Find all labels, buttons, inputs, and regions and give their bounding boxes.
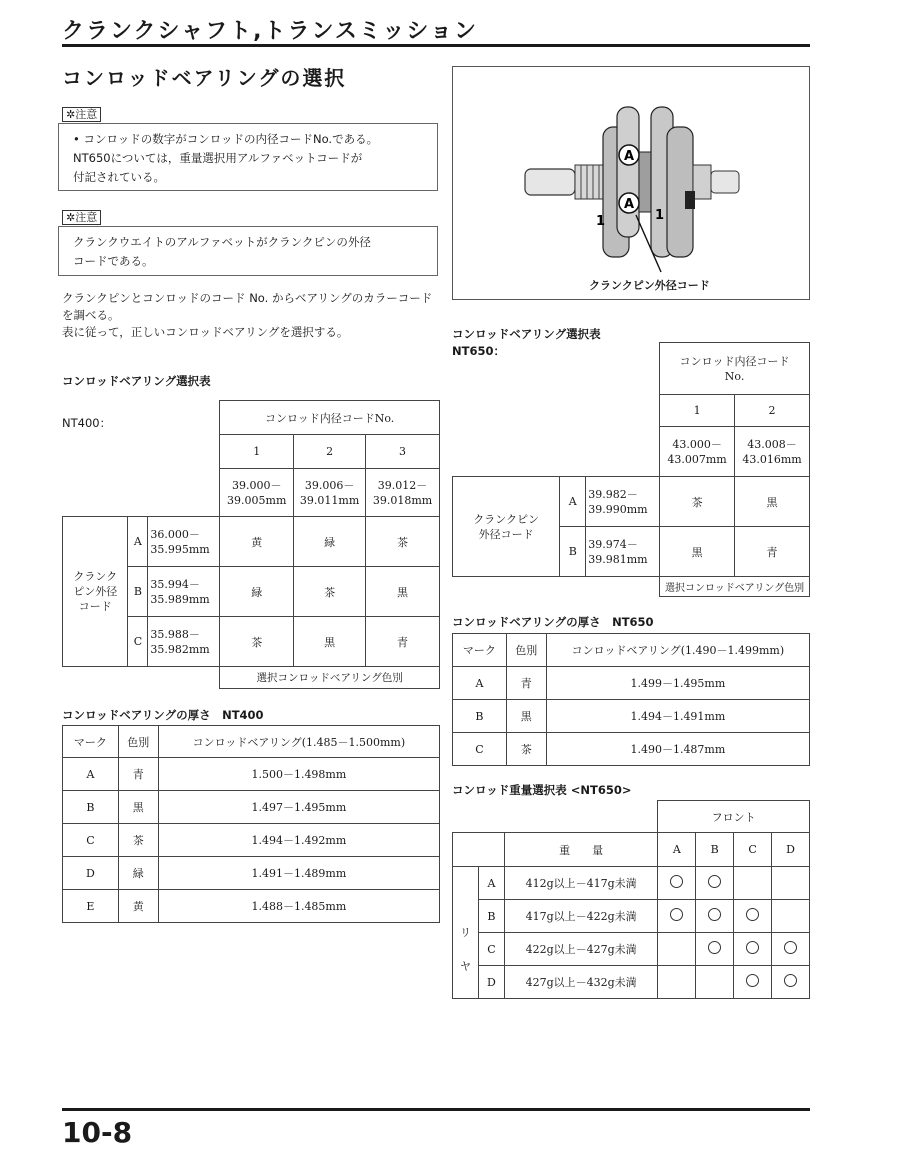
circle-mark-icon	[708, 908, 721, 921]
weight-front-code: B	[696, 833, 734, 867]
table-cell: A	[63, 758, 119, 791]
weight-front-code: C	[734, 833, 772, 867]
nt650-pin-range: 39.982－ 39.990mm	[586, 477, 660, 527]
caution-icon: ✲	[66, 108, 76, 121]
table-cell: 1.494－1.492mm	[158, 824, 439, 857]
table-cell: E	[63, 890, 119, 923]
table-cell: 茶	[506, 733, 546, 766]
weight-mark-cell	[658, 900, 696, 933]
header-rule	[62, 44, 810, 47]
weight-range: 427g以上－432g未満	[504, 966, 657, 999]
nt400-rod-code: 2	[294, 435, 366, 469]
nt400-select-table	[62, 400, 440, 689]
nt650-rod-header: コンロッド内径コード No.	[660, 343, 810, 395]
table-cell: C	[453, 733, 507, 766]
nt400-color-cell: 茶	[220, 617, 294, 667]
nt400-rod-range: 39.000－ 39.005mm	[220, 469, 294, 517]
weight-header: 重 量	[504, 833, 657, 867]
nt400-color-cell: 青	[366, 617, 440, 667]
weight-mark-cell	[658, 933, 696, 966]
chapter-title: クランクシャフト,トランスミッション	[62, 19, 478, 44]
page-number: 10-8	[62, 1116, 133, 1149]
table-cell: 黒	[118, 791, 158, 824]
weight-table	[452, 800, 810, 999]
circle-mark-icon	[746, 941, 759, 954]
nt400-color-cell: 茶	[294, 567, 366, 617]
weight-range: 412g以上－417g未満	[504, 867, 657, 900]
nt400-pin-range: 36.000－ 35.995mm	[148, 517, 220, 567]
circle-mark-icon	[670, 908, 683, 921]
nt650-thick-header: コンロッドベアリング(1.490－1.499mm)	[546, 634, 809, 667]
nt650-pin-header: クランクピン 外径コード	[453, 477, 560, 577]
nt400-pin-range: 35.994－ 35.989mm	[148, 567, 220, 617]
weight-range: 417g以上－422g未満	[504, 900, 657, 933]
nt400-rod-range: 39.012－ 39.018mm	[366, 469, 440, 517]
nt400-thick-table	[62, 725, 440, 923]
caution-icon: ✲	[66, 211, 76, 224]
nt400-color-cell: 黒	[294, 617, 366, 667]
nt400-thick-title: コンロッドベアリングの厚さ NT400	[62, 708, 264, 722]
weight-mark-cell	[696, 933, 734, 966]
weight-rear-code: B	[478, 900, 504, 933]
table-cell: 茶	[118, 824, 158, 857]
weight-rear-code: A	[478, 867, 504, 900]
weight-front-code: A	[658, 833, 696, 867]
crankshaft-illustration	[453, 67, 809, 299]
circle-mark-icon	[784, 941, 797, 954]
circle-mark-icon	[708, 941, 721, 954]
weight-mark-cell	[696, 966, 734, 999]
table-cell: 黒	[506, 700, 546, 733]
table-cell: A	[453, 667, 507, 700]
note-tag-2: ✲注意	[62, 206, 101, 225]
table-cell: D	[63, 857, 119, 890]
nt650-thick-header: 色別	[506, 634, 546, 667]
nt400-thick-header: コンロッドベアリング(1.485－1.500mm)	[158, 726, 439, 758]
mark-a-upper: A	[623, 149, 635, 164]
weight-mark-cell	[696, 900, 734, 933]
weight-mark-cell	[658, 867, 696, 900]
crankshaft-figure	[452, 66, 810, 300]
table-cell: 黄	[118, 890, 158, 923]
circle-mark-icon	[746, 908, 759, 921]
weight-rear-label: リ ヤ	[453, 867, 479, 999]
nt650-pin-code: B	[560, 527, 586, 577]
weight-rear-code: D	[478, 966, 504, 999]
note-tag-1: ✲注意	[62, 103, 101, 122]
mark-1-right: 1	[655, 208, 665, 223]
weight-front-header: フロント	[658, 801, 810, 833]
nt650-color-cell: 青	[735, 527, 810, 577]
nt650-pin-range: 39.974－ 39.981mm	[586, 527, 660, 577]
nt400-color-cell: 黄	[220, 517, 294, 567]
weight-mark-cell	[772, 867, 810, 900]
figure-caption: クランクピン外径コード	[589, 279, 710, 292]
nt400-pin-header: クランク ピン外径 コード	[63, 517, 128, 667]
nt400-pin-range: 35.988－ 35.982mm	[148, 617, 220, 667]
nt650-color-cell: 茶	[660, 477, 735, 527]
mark-1-left: 1	[596, 214, 606, 229]
nt650-rod-code: 2	[735, 395, 810, 427]
nt400-thick-header: マーク	[63, 726, 119, 758]
nt400-pin-code: C	[128, 617, 148, 667]
nt400-select-title: コンロッドベアリング選択表	[62, 374, 211, 388]
nt650-select-table	[452, 342, 810, 597]
nt400-color-cell: 茶	[366, 517, 440, 567]
circle-mark-icon	[746, 974, 759, 987]
nt400-model-label: NT400：	[62, 416, 112, 430]
table-cell: 1.490－1.487mm	[546, 733, 809, 766]
weight-range: 422g以上－427g未満	[504, 933, 657, 966]
weight-front-code: D	[772, 833, 810, 867]
table-cell: 1.499－1.495mm	[546, 667, 809, 700]
nt650-rod-range: 43.008－ 43.016mm	[735, 427, 810, 477]
nt400-color-cell: 緑	[294, 517, 366, 567]
nt400-rod-code: 3	[366, 435, 440, 469]
weight-mark-cell	[734, 966, 772, 999]
table-cell: B	[63, 791, 119, 824]
nt650-color-cell: 黒	[660, 527, 735, 577]
nt400-pin-code: A	[128, 517, 148, 567]
weight-rear-code: C	[478, 933, 504, 966]
table-cell: 青	[118, 758, 158, 791]
weight-mark-cell	[772, 900, 810, 933]
table-cell: 1.491－1.489mm	[158, 857, 439, 890]
nt650-color-cell: 黒	[735, 477, 810, 527]
table-cell: C	[63, 824, 119, 857]
circle-mark-icon	[784, 974, 797, 987]
nt400-color-cell: 緑	[220, 567, 294, 617]
nt650-pin-code: A	[560, 477, 586, 527]
mark-a-lower: A	[623, 197, 635, 212]
circle-mark-icon	[708, 875, 721, 888]
intro-paragraph: クランクピンとコンロッドのコード No. からベアリングのカラーコードを調べる。 表に従って，正しいコンロッドベアリングを選択する。	[62, 291, 433, 339]
nt400-select-footer: 選択コンロッドベアリング色別	[220, 667, 440, 689]
table-cell: 1.497－1.495mm	[158, 791, 439, 824]
weight-mark-cell	[734, 900, 772, 933]
section-title: コンロッドベアリングの選択	[62, 66, 347, 90]
nt650-thick-table	[452, 633, 810, 766]
footer-rule	[62, 1108, 810, 1111]
table-cell: 青	[506, 667, 546, 700]
circle-mark-icon	[670, 875, 683, 888]
table-cell: 1.494－1.491mm	[546, 700, 809, 733]
nt650-rod-code: 1	[660, 395, 735, 427]
nt650-rod-range: 43.000－ 43.007mm	[660, 427, 735, 477]
weight-mark-cell	[734, 867, 772, 900]
table-cell: B	[453, 700, 507, 733]
nt400-rod-range: 39.006－ 39.011mm	[294, 469, 366, 517]
nt650-thick-header: マーク	[453, 634, 507, 667]
weight-mark-cell	[658, 966, 696, 999]
note-box-1: • コンロッドの数字がコンロッドの内径コードNo.である。 NT650については，重量選択用アルファベットコードが 付記されている。	[58, 123, 438, 191]
weight-mark-cell	[734, 933, 772, 966]
note-box-2: クランクウエイトのアルファベットがクランクピンの外径 コードである。	[58, 226, 438, 276]
nt650-select-title: コンロッドベアリング選択表	[452, 327, 601, 341]
nt650-thick-title: コンロッドベアリングの厚さ NT650	[452, 615, 654, 629]
nt400-rod-code: 1	[220, 435, 294, 469]
nt400-color-cell: 黒	[366, 567, 440, 617]
weight-title: コンロッド重量選択表 <NT650>	[452, 783, 632, 797]
nt400-pin-code: B	[128, 567, 148, 617]
nt400-thick-header: 色別	[118, 726, 158, 758]
weight-mark-cell	[772, 966, 810, 999]
table-cell: 1.500－1.498mm	[158, 758, 439, 791]
nt650-select-footer: 選択コンロッドベアリング色別	[660, 577, 810, 597]
nt400-rod-header: コンロッド内径コードNo.	[220, 401, 440, 435]
weight-mark-cell	[772, 933, 810, 966]
table-cell: 1.488－1.485mm	[158, 890, 439, 923]
nt650-model-label: NT650：	[452, 344, 505, 358]
weight-mark-cell	[696, 867, 734, 900]
table-cell: 緑	[118, 857, 158, 890]
